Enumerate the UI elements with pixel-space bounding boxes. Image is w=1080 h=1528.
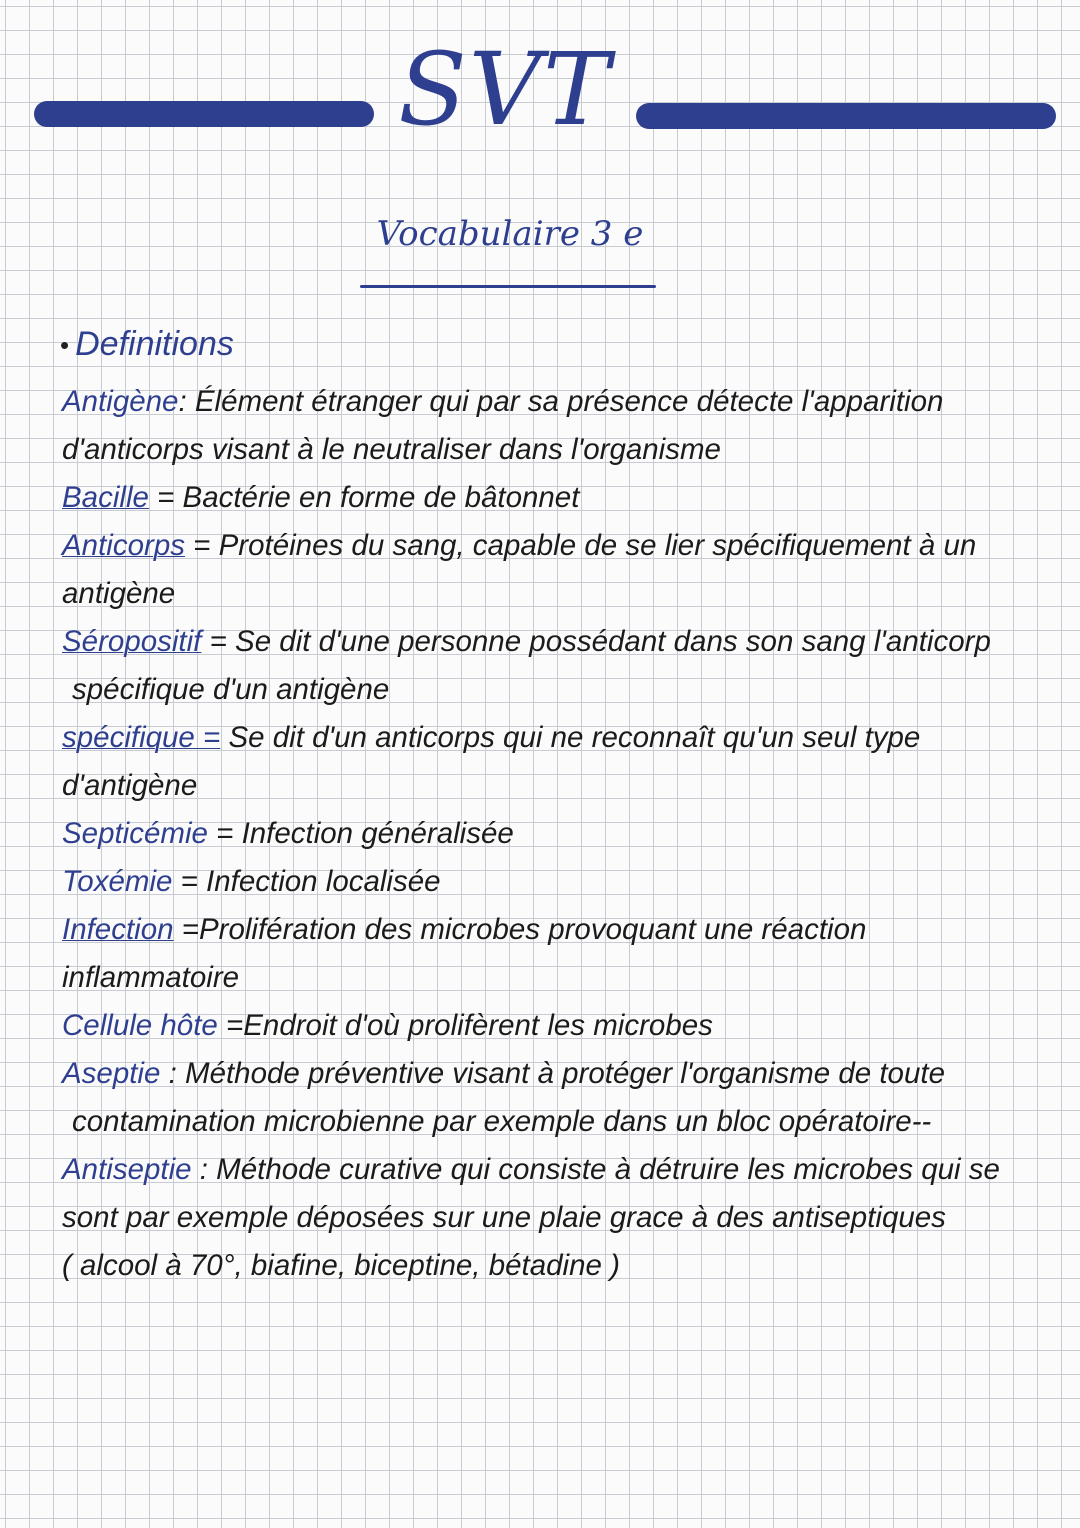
definition-text: Élément étranger qui par sa présence détecte l'apparition [194, 385, 944, 418]
definition-term: Antiseptie [62, 1153, 192, 1186]
definition-item: Toxémie = Infection localisée [62, 865, 441, 898]
definition-item: Aseptie : Méthode préventive visant à protéger l'organisme de toute [62, 1057, 945, 1090]
bullet-icon: • [60, 330, 70, 361]
definition-term: Septicémie [62, 817, 208, 850]
definition-term: spécifique = [62, 721, 221, 754]
section-heading [60, 324, 234, 365]
definition-continuation: sont par exemple déposées sur une plaie grace à des antiseptiques [62, 1201, 946, 1234]
definition-item: Bacille = Bactérie en forme de bâtonnet [62, 481, 580, 514]
definition-text: Bactérie en forme de bâtonnet [182, 481, 580, 514]
definition-item [62, 714, 1052, 762]
decorative-bar-left [34, 101, 374, 127]
definition-text: Endroit d'où prolifèrent les microbes [243, 1009, 713, 1042]
definition-text: Se dit d'une personne possédant dans son sang l'anticorp [235, 625, 991, 658]
definition-item: Septicémie = Infection généralisée [62, 817, 514, 850]
definition-continuation: inflammatoire [62, 961, 240, 994]
definition-note: ( alcool à 70°, biafine, biceptine, bétadine ) [62, 1249, 620, 1282]
definition-text: Infection localisée [206, 865, 441, 898]
definition-list [62, 378, 1052, 1290]
definition-item: Antiseptie : Méthode curative qui consiste à détruire les microbes qui se [62, 1153, 1000, 1186]
subtitle-underline [360, 285, 656, 288]
definition-term: Anticorps [62, 529, 185, 562]
definition-item: Antigène: Élément étranger qui par sa présence détecte l'apparition [62, 385, 944, 418]
definition-continuation: d'antigène [62, 769, 198, 802]
definition-item: Anticorps = Protéines du sang, capable de se lier spécifiquement à un [62, 529, 977, 562]
definition-term: Toxémie [62, 865, 173, 898]
definition-item: Infection =Prolifération des microbes provoquant une réaction [62, 913, 867, 946]
definition-text: Méthode curative qui consiste à détruire les microbes qui se [216, 1153, 1000, 1186]
page-subtitle: Vocabulaire 3 e [376, 214, 644, 254]
definition-continuation: contamination microbienne par exemple dans un bloc opératoire-- [72, 1105, 932, 1138]
definition-text: Infection généralisée [241, 817, 514, 850]
definition-term: Infection [62, 913, 174, 946]
definition-continuation: d'anticorps visant à le neutraliser dans l'organisme [62, 433, 721, 466]
definition-text: Protéines du sang, capable de se lier spécifiquement à un [218, 529, 977, 562]
definition-term: Séropositif [62, 625, 202, 658]
definition-item: Cellule hôte =Endroit d'où prolifèrent les microbes [62, 1009, 713, 1042]
definition-text: Se dit d'un anticorps qui ne reconnaît qu'un seul type [228, 721, 921, 754]
definition-term: Antigène [62, 385, 179, 418]
definition-continuation: spécifique d'un antigène [72, 673, 390, 706]
definition-text: Prolifération des microbes provoquant une réaction [198, 913, 867, 946]
decorative-bar-right [636, 103, 1056, 129]
definition-term: Bacille [62, 481, 149, 514]
definition-item: Séropositif = Se dit d'une personne possédant dans son sang l'anticorp [62, 625, 991, 658]
definition-term: Aseptie [62, 1057, 161, 1090]
definition-term: Cellule hôte [62, 1009, 218, 1042]
definition-text: Méthode préventive visant à protéger l'organisme de toute [185, 1057, 945, 1090]
page-title: SVT [398, 31, 612, 148]
definition-continuation: antigène [62, 577, 176, 610]
section-label: Definitions [75, 325, 234, 363]
